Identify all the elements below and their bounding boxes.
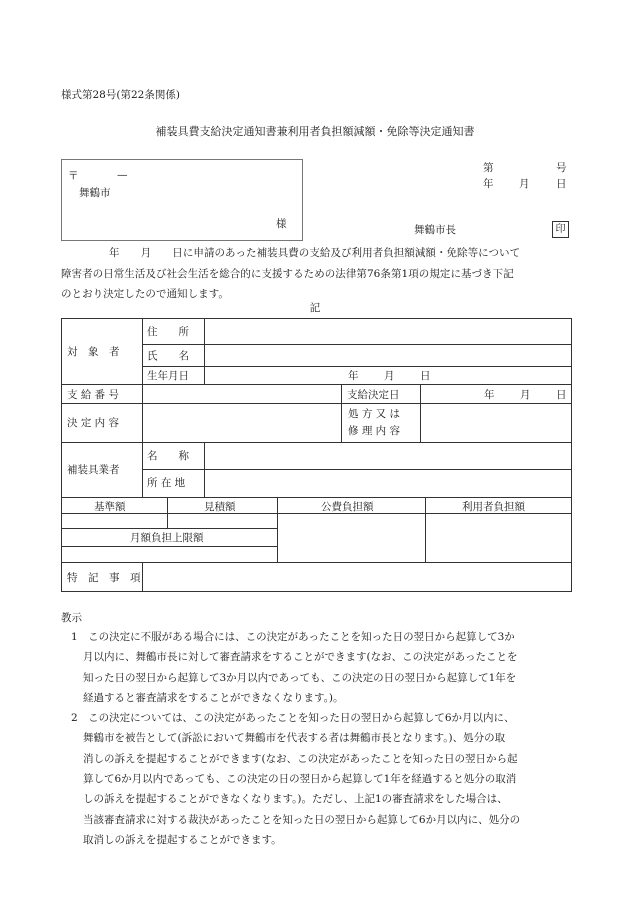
note-line: 取消しの訴えを提起することができます。 <box>83 833 282 846</box>
monthly-limit-label: 月額負担上限額 <box>130 532 204 544</box>
recipient-address-box <box>61 159 303 241</box>
table-rule <box>61 497 572 498</box>
header-public-burden: 公費負担額 <box>321 501 374 513</box>
body-line-1: 年 月 日に申請のあった補装具費の支給及び利用者負担額減額・免除等について <box>109 247 521 259</box>
table-rule <box>142 384 143 442</box>
table-rule <box>204 442 205 497</box>
table-rule <box>420 384 421 442</box>
note-line: 月以内に、舞鶴市長に対して審査請求をすることができます(なお、この決定があったことを <box>83 651 518 664</box>
postal-dash: — <box>117 169 128 181</box>
address-label: 住 所 <box>147 326 189 338</box>
ki-heading: 記 <box>309 302 321 314</box>
date-month: 月 <box>519 178 530 190</box>
table-rule <box>61 384 572 385</box>
recipient-city: 舞鶴市 <box>79 187 111 199</box>
prescription-label-1: 処 方 又 は <box>348 408 401 420</box>
table-rule <box>61 546 277 547</box>
vendor-label: 補装具業者 <box>67 464 120 476</box>
payment-date-label: 支給決定日 <box>347 389 400 401</box>
seal-stamp: 印 <box>552 221 569 238</box>
note-line: 経過すると審査請求をすることができなくなります。)。 <box>83 691 344 704</box>
body-line-2: 障害者の日常生活及び社会生活を総合的に支援するための法律第76条第1項の規定に基づき下記 <box>61 267 514 280</box>
note-line: 当該審査請求に対する裁決があったことを知った日の翌日から起算して6か月以内に、処分の <box>83 813 521 826</box>
header-user-burden: 利用者負担額 <box>462 501 525 513</box>
table-rule <box>61 528 277 529</box>
table-rule <box>341 384 342 442</box>
remarks-label: 特 記 事 項 <box>67 572 141 584</box>
table-rule <box>142 318 143 384</box>
recipient-honorific: 様 <box>276 218 287 230</box>
vendor-name-label: 名 称 <box>147 450 189 462</box>
decision-table <box>61 318 572 592</box>
decision-label: 決 定 内 容 <box>67 417 120 429</box>
issuer: 舞鶴市長 <box>414 224 456 236</box>
notes-list <box>61 627 576 850</box>
form-number: 様式第28号(第22条関係) <box>61 89 180 101</box>
doc-number-suffix: 号 <box>556 162 567 174</box>
dob-month: 月 <box>384 370 395 382</box>
date-year: 年 <box>483 178 494 190</box>
header-estimate: 見積額 <box>204 501 236 513</box>
table-rule <box>61 403 572 404</box>
table-rule <box>277 497 278 562</box>
payment-day: 日 <box>556 389 567 401</box>
table-rule <box>142 442 143 497</box>
header-base-amount: 基準額 <box>94 501 126 513</box>
payment-month: 月 <box>520 389 531 401</box>
body-line-3: のとおり決定したので通知します。 <box>61 288 229 300</box>
payment-year: 年 <box>484 389 495 401</box>
prescription-label-2: 修 理 内 容 <box>348 425 401 437</box>
table-rule <box>142 344 572 345</box>
subject-label: 対 象 者 <box>67 346 120 358</box>
table-rule <box>425 497 426 562</box>
payment-number-label: 支 給 番 号 <box>67 389 120 401</box>
note-line: 知った日の翌日から起算して3か月以内であっても、この決定の日の翌日から起算して1年を <box>83 671 517 684</box>
notes-title: 教示 <box>61 612 82 624</box>
note-line: しの訴えを提起することができなくなります。)。ただし、上記1の審査請求をした場合は、 <box>83 793 508 806</box>
table-rule <box>142 469 572 470</box>
name-label: 氏 名 <box>147 350 189 362</box>
body-paragraph <box>61 243 571 305</box>
table-rule <box>204 318 205 384</box>
table-rule <box>61 562 572 563</box>
doc-number-prefix: 第 <box>483 162 494 174</box>
note-line: 消しの訴えを提起することができます(なお、この決定があったことを知った日の翌日から起 <box>83 752 518 765</box>
note-line: 2 この決定については、この決定があったことを知った日の翌日から起算して6か月以内に、 <box>71 712 515 725</box>
table-rule <box>142 562 143 592</box>
table-rule <box>167 497 168 528</box>
note-line: 算して6か月以内であっても、この決定の日の翌日から起算して1年を経過すると処分の取消 <box>83 773 517 786</box>
dob-day: 日 <box>420 370 431 382</box>
postal-mark: 〒 <box>68 170 79 182</box>
table-rule <box>61 442 572 443</box>
dob-year: 年 <box>348 370 359 382</box>
table-rule <box>142 366 572 367</box>
document-title: 補装具費支給決定通知書兼利用者負担額減額・免除等決定通知書 <box>155 125 475 138</box>
note-line: 1 この決定に不服がある場合には、この決定があったことを知った日の翌日から起算して3か <box>71 631 515 643</box>
dob-label: 生年月日 <box>147 370 189 382</box>
vendor-location-label: 所 在 地 <box>147 477 186 489</box>
date-day: 日 <box>556 178 567 190</box>
note-line: 舞鶴市を被告として(訴訟において舞鶴市を代表する者は舞鶴市長となります。)、処分の取 <box>83 732 506 745</box>
